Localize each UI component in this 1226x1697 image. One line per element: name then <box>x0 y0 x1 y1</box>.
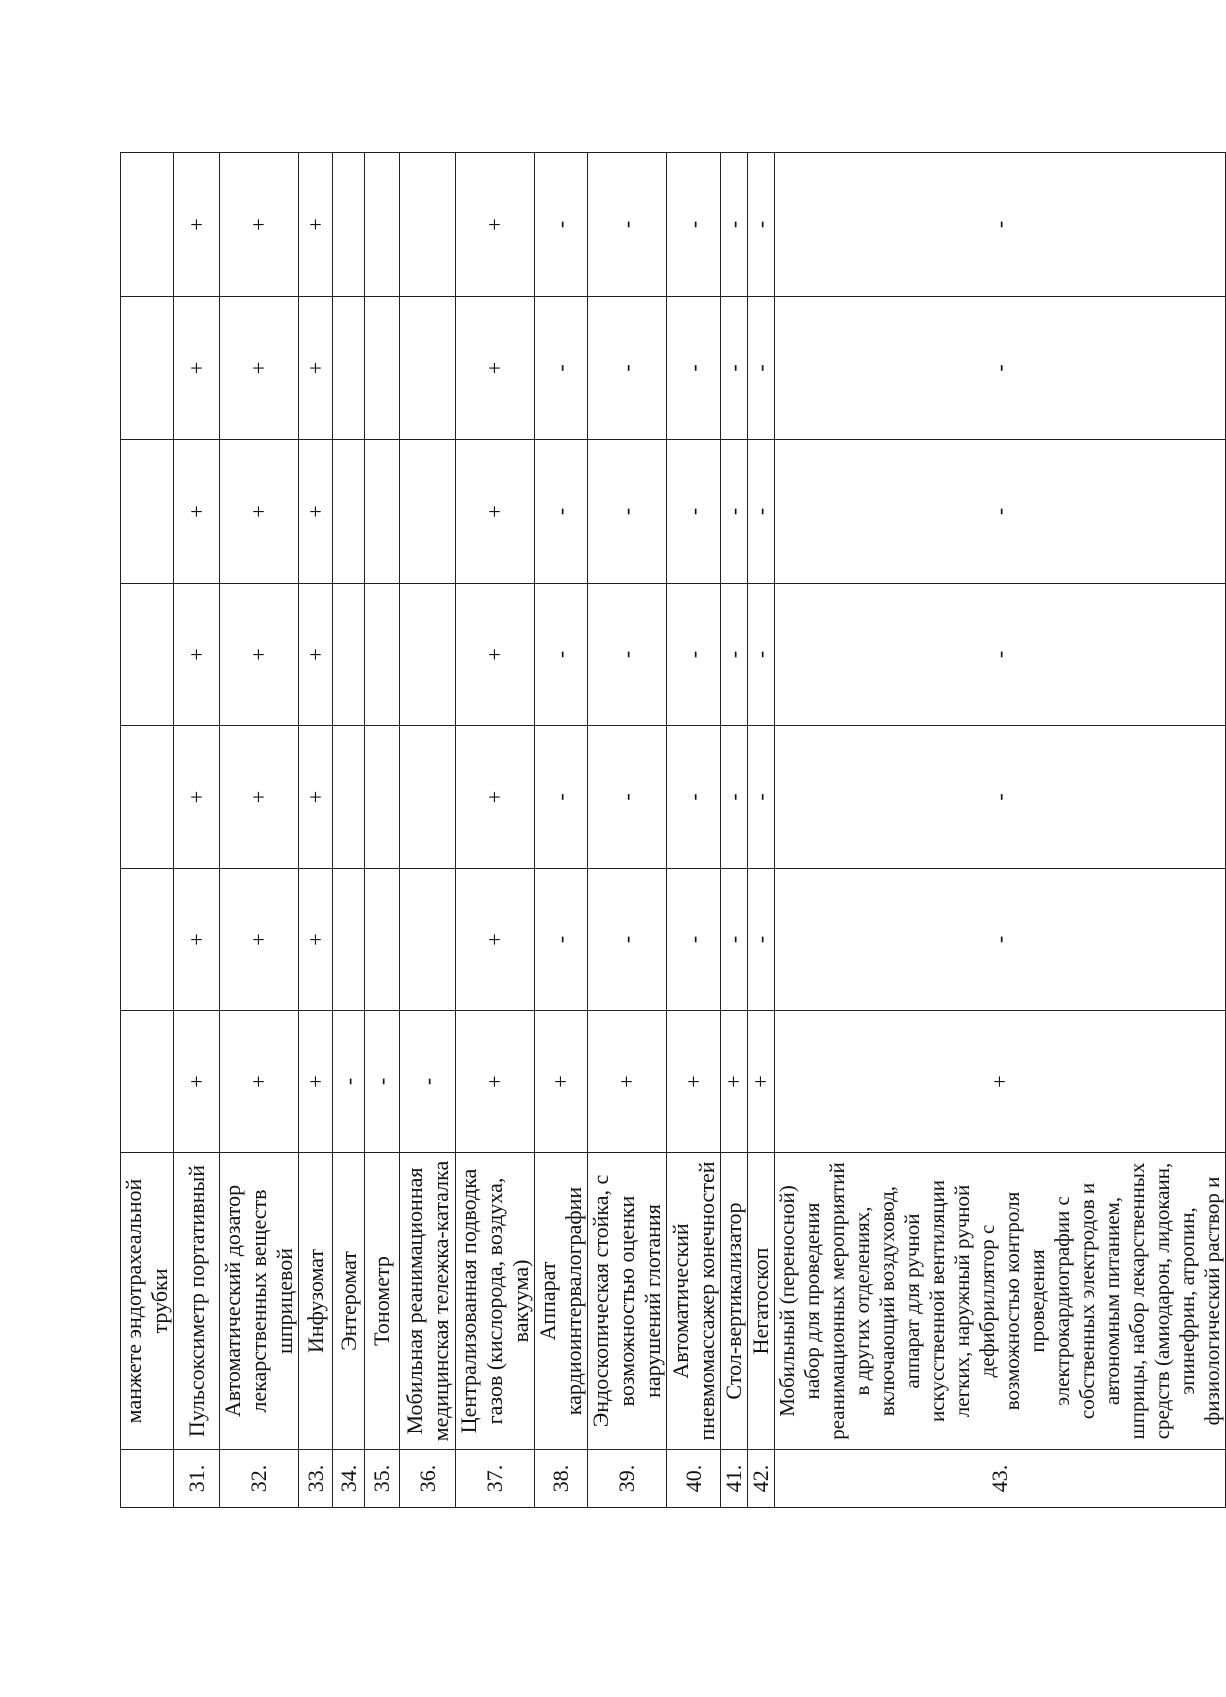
availability-mark: + <box>721 1011 748 1153</box>
availability-mark: + <box>299 440 333 584</box>
rotated-table-wrapper <box>120 153 1224 1508</box>
equipment-name: Негатоскоп <box>748 1153 775 1450</box>
table-row <box>174 153 220 1508</box>
table-row <box>333 153 365 1508</box>
availability-mark: - <box>721 440 748 584</box>
availability-mark: + <box>456 869 535 1011</box>
availability-mark: - <box>667 726 721 869</box>
availability-mark <box>333 297 365 440</box>
availability-mark <box>400 153 456 297</box>
availability-mark: + <box>174 726 220 869</box>
table-row <box>456 153 535 1508</box>
equipment-name: Автоматический дозатор лекарственных веществ шприцевой <box>220 1153 299 1450</box>
availability-mark: - <box>748 869 775 1011</box>
equipment-name: Мобильный (переносной) набор для проведения реанимационных мероприятий в других отделениях, включающий воздуховод, аппарат для ручной искусственной вентиляции легких, наружный ручной дефибриллятор с возможностью контроля проведения электрокардиографии с собственных электродов и автономным питанием, шприцы, набор лекарственных средств (амиодарон, лидокаин, эпинефрин, атропин, физиологический раствор и <box>775 1153 1226 1450</box>
table-row <box>299 153 333 1508</box>
availability-mark <box>121 153 174 297</box>
equipment-name: Пульсоксиметр портативный <box>174 1153 220 1450</box>
availability-mark: + <box>299 297 333 440</box>
availability-mark <box>365 584 400 726</box>
availability-mark <box>121 440 174 584</box>
table-row <box>748 153 775 1508</box>
availability-mark: - <box>588 153 667 297</box>
availability-mark: - <box>365 1011 400 1153</box>
availability-mark <box>400 440 456 584</box>
availability-mark <box>121 1011 174 1153</box>
equipment-name: Централизованная подводка газов (кислорода, воздуха, вакуума) <box>456 1153 535 1450</box>
availability-mark: + <box>299 1011 333 1153</box>
availability-mark: - <box>667 440 721 584</box>
row-number: 38. <box>535 1450 588 1508</box>
availability-mark: - <box>748 153 775 297</box>
row-number <box>121 1450 174 1508</box>
availability-mark: + <box>456 726 535 869</box>
availability-mark <box>365 726 400 869</box>
availability-mark: - <box>721 726 748 869</box>
availability-mark: + <box>220 297 299 440</box>
row-number: 32. <box>220 1450 299 1508</box>
availability-mark: - <box>588 440 667 584</box>
availability-mark: + <box>456 584 535 726</box>
availability-mark: + <box>220 726 299 869</box>
availability-mark: - <box>775 726 1226 869</box>
availability-mark: + <box>174 869 220 1011</box>
availability-mark: + <box>748 1011 775 1153</box>
availability-mark: + <box>456 297 535 440</box>
availability-mark <box>365 297 400 440</box>
row-number: 37. <box>456 1450 535 1508</box>
row-number: 42. <box>748 1450 775 1508</box>
availability-mark: - <box>333 1011 365 1153</box>
availability-mark: + <box>220 153 299 297</box>
availability-mark <box>121 297 174 440</box>
availability-mark: - <box>535 153 588 297</box>
availability-mark: + <box>775 1011 1226 1153</box>
availability-mark: - <box>535 297 588 440</box>
availability-mark <box>121 869 174 1011</box>
availability-mark: - <box>721 153 748 297</box>
availability-mark: + <box>299 726 333 869</box>
availability-mark <box>121 726 174 869</box>
availability-mark: - <box>535 440 588 584</box>
availability-mark: - <box>748 726 775 869</box>
table-row <box>775 153 1226 1508</box>
availability-mark <box>400 726 456 869</box>
availability-mark: - <box>721 584 748 726</box>
availability-mark: - <box>748 584 775 726</box>
table-row <box>220 153 299 1508</box>
equipment-name: манжете эндотрахеальной трубки <box>121 1153 174 1450</box>
availability-mark: + <box>667 1011 721 1153</box>
row-number: 41. <box>721 1450 748 1508</box>
availability-mark <box>333 869 365 1011</box>
equipment-name: Эндоскопическая стойка, с возможностью оценки нарушений глотания <box>588 1153 667 1450</box>
availability-mark: + <box>456 153 535 297</box>
availability-mark: - <box>775 869 1226 1011</box>
availability-mark: + <box>174 584 220 726</box>
row-number: 31. <box>174 1450 220 1508</box>
row-number: 40. <box>667 1450 721 1508</box>
availability-mark: + <box>174 1011 220 1153</box>
availability-mark <box>333 440 365 584</box>
availability-mark <box>365 440 400 584</box>
availability-mark: - <box>748 297 775 440</box>
row-number: 35. <box>365 1450 400 1508</box>
availability-mark: - <box>588 584 667 726</box>
equipment-table <box>120 152 1226 1508</box>
row-number: 33. <box>299 1450 333 1508</box>
equipment-name: Аппарат кардиоинтервалографии <box>535 1153 588 1450</box>
availability-mark <box>365 153 400 297</box>
availability-mark: + <box>299 584 333 726</box>
availability-mark: + <box>220 869 299 1011</box>
table-row <box>365 153 400 1508</box>
equipment-name: Инфузомат <box>299 1153 333 1450</box>
row-number: 34. <box>333 1450 365 1508</box>
availability-mark: - <box>588 869 667 1011</box>
availability-mark: - <box>535 584 588 726</box>
availability-mark: - <box>775 584 1226 726</box>
availability-mark <box>333 584 365 726</box>
availability-mark: + <box>456 440 535 584</box>
availability-mark: - <box>535 869 588 1011</box>
availability-mark <box>365 869 400 1011</box>
availability-mark: - <box>721 869 748 1011</box>
equipment-name: Автоматический пневмомассажер конечностей <box>667 1153 721 1450</box>
availability-mark: - <box>400 1011 456 1153</box>
table-row <box>535 153 588 1508</box>
availability-mark <box>333 726 365 869</box>
availability-mark: + <box>220 440 299 584</box>
table-row <box>400 153 456 1508</box>
availability-mark <box>400 297 456 440</box>
availability-mark: - <box>775 297 1226 440</box>
availability-mark: + <box>220 1011 299 1153</box>
availability-mark: - <box>667 584 721 726</box>
availability-mark: + <box>220 584 299 726</box>
row-number: 36. <box>400 1450 456 1508</box>
availability-mark: + <box>535 1011 588 1153</box>
table-row <box>667 153 721 1508</box>
availability-mark: + <box>299 869 333 1011</box>
availability-mark: - <box>535 726 588 869</box>
availability-mark: - <box>588 726 667 869</box>
equipment-name: Энтеромат <box>333 1153 365 1450</box>
availability-mark: + <box>299 153 333 297</box>
availability-mark: - <box>748 440 775 584</box>
equipment-name: Стол-вертикализатор <box>721 1153 748 1450</box>
availability-mark: - <box>667 297 721 440</box>
availability-mark: - <box>775 440 1226 584</box>
availability-mark: + <box>174 297 220 440</box>
availability-mark: + <box>174 153 220 297</box>
availability-mark <box>333 153 365 297</box>
table-row <box>721 153 748 1508</box>
row-number: 39. <box>588 1450 667 1508</box>
table-row <box>588 153 667 1508</box>
availability-mark: + <box>174 440 220 584</box>
availability-mark: + <box>588 1011 667 1153</box>
availability-mark: - <box>775 153 1226 297</box>
availability-mark <box>400 869 456 1011</box>
availability-mark: - <box>721 297 748 440</box>
availability-mark: - <box>588 297 667 440</box>
availability-mark: + <box>456 1011 535 1153</box>
table-body <box>121 153 1226 1508</box>
equipment-name: Мобильная реанимационная медицинская тележка-каталка <box>400 1153 456 1450</box>
availability-mark <box>121 584 174 726</box>
equipment-name: Тонометр <box>365 1153 400 1450</box>
availability-mark <box>400 584 456 726</box>
availability-mark: - <box>667 869 721 1011</box>
availability-mark: - <box>667 153 721 297</box>
row-number: 43. <box>775 1450 1226 1508</box>
table-row <box>121 153 174 1508</box>
